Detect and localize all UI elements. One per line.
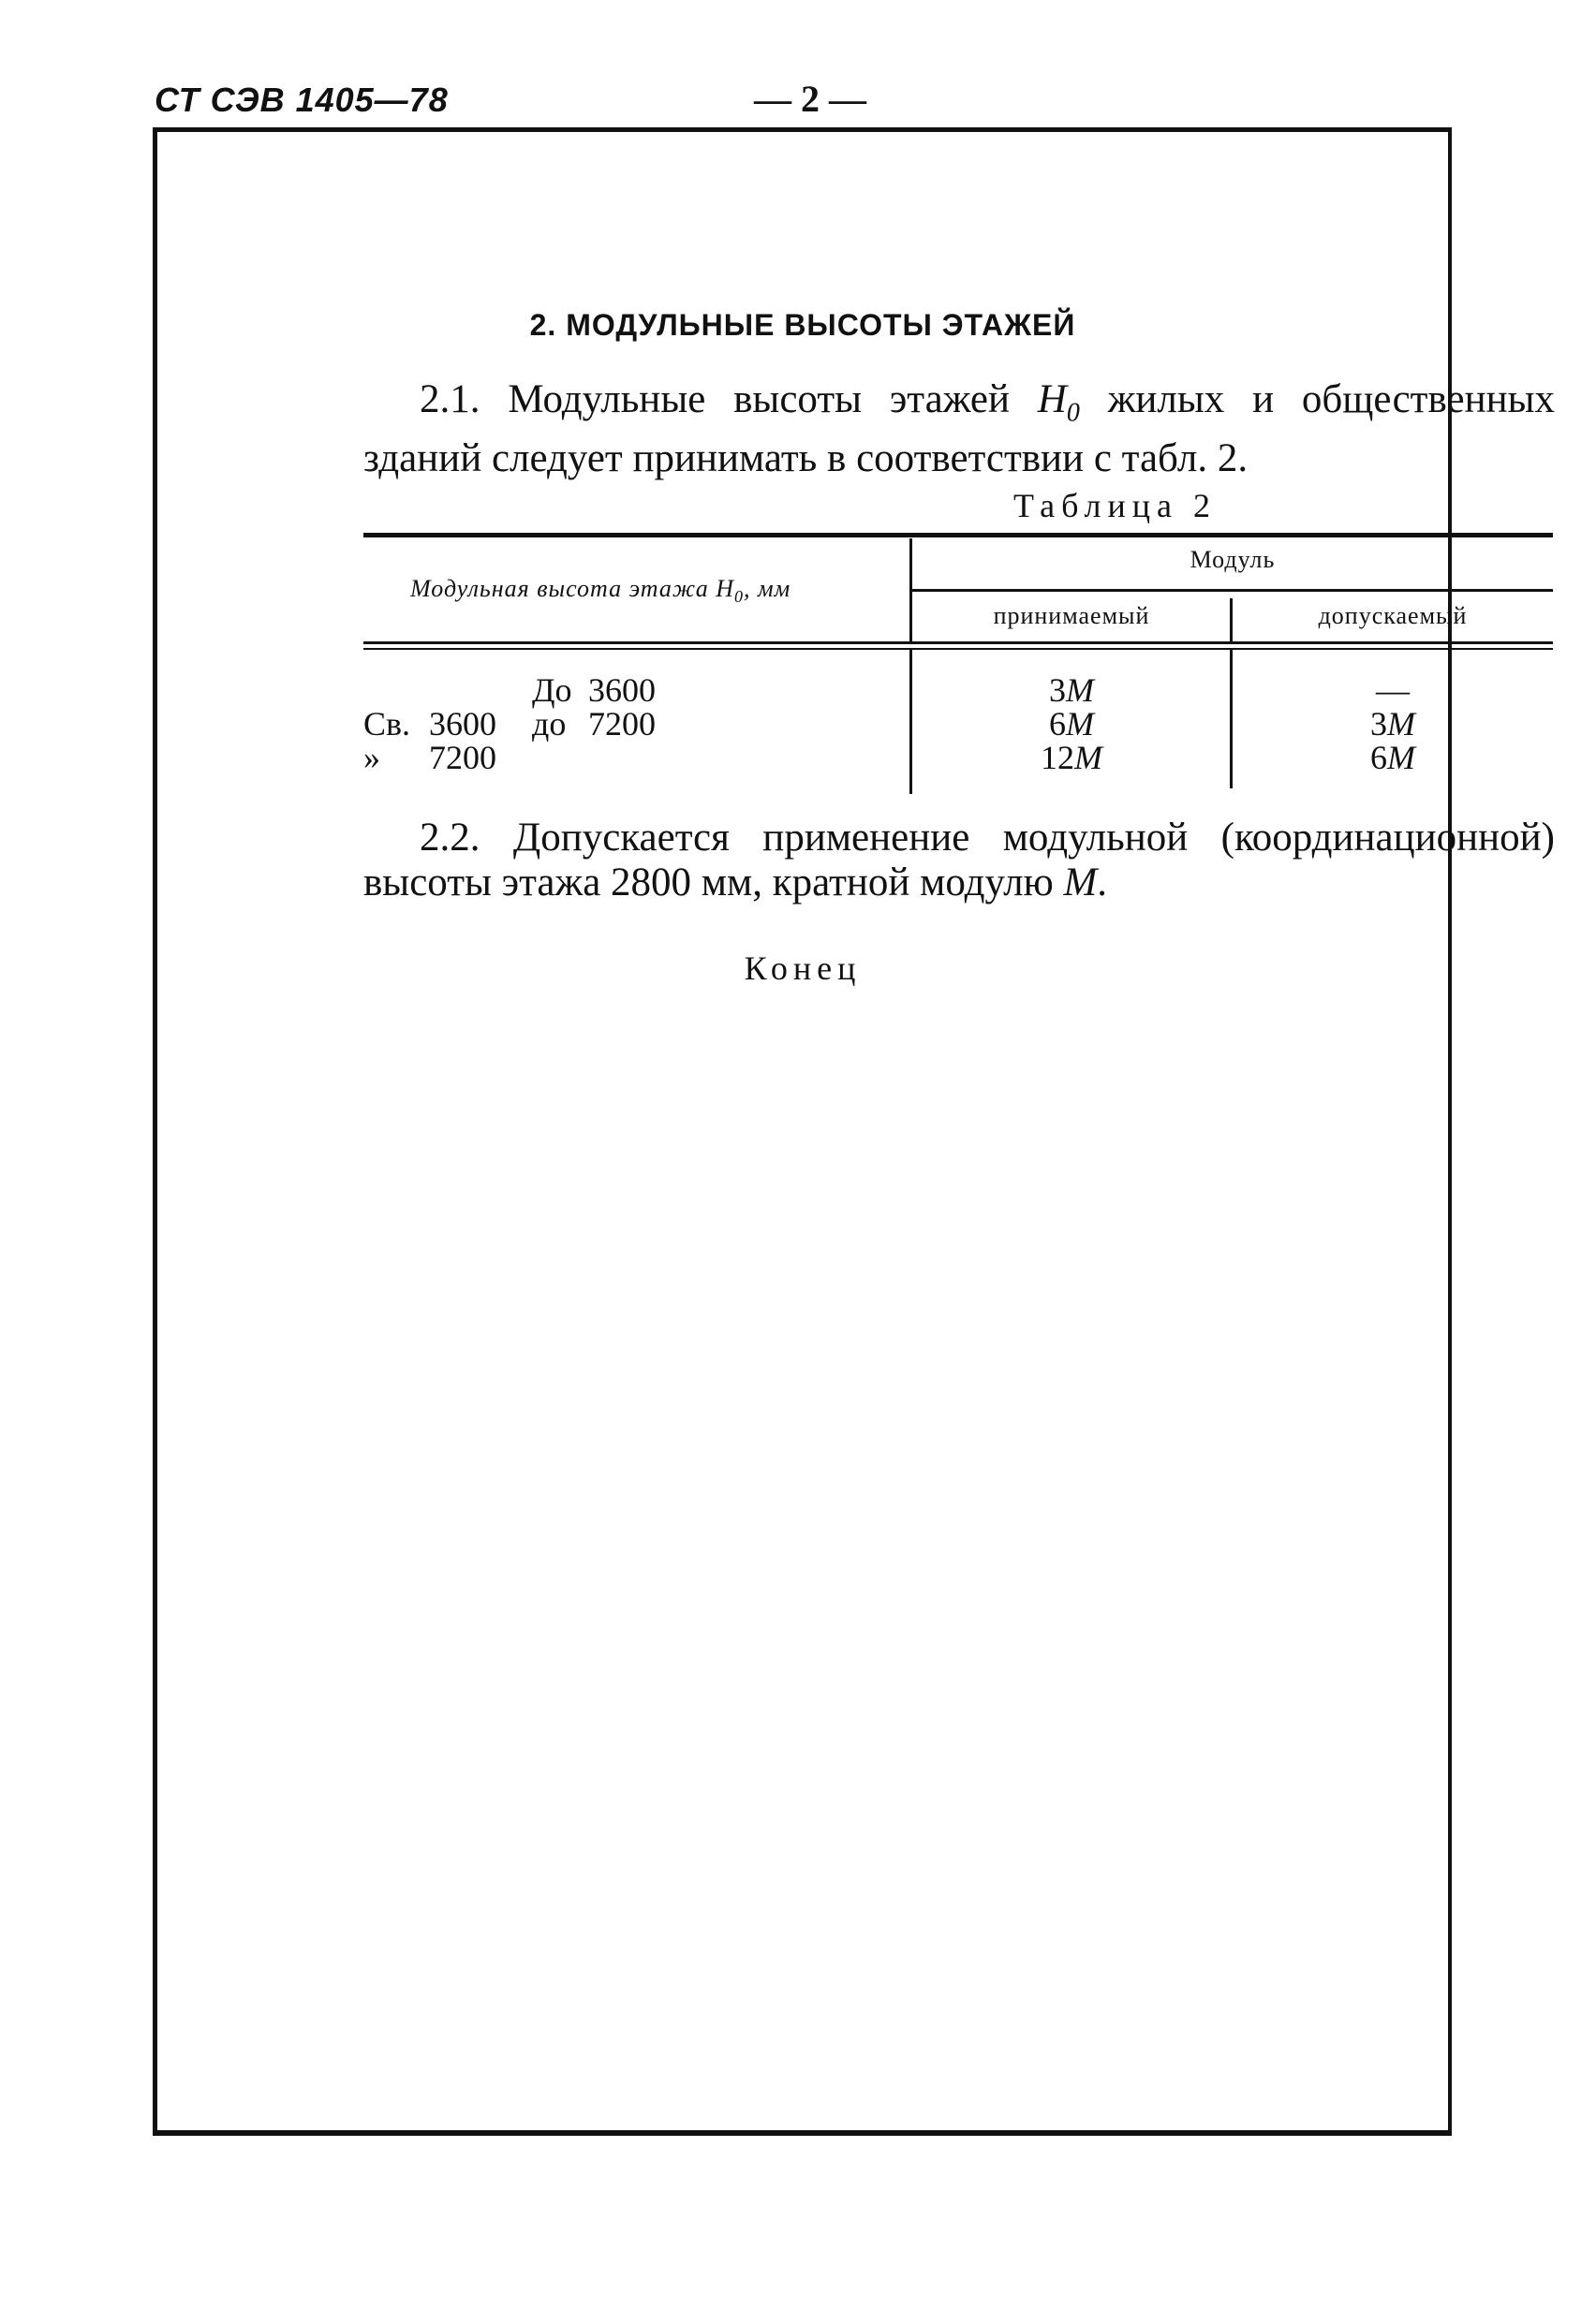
end-marker: Конец	[744, 949, 862, 987]
height-subscript: 0	[1066, 398, 1080, 428]
section-title: 2. МОДУЛЬНЫЕ ВЫСОТЫ ЭТАЖЕЙ	[529, 308, 1076, 342]
table-row: » 7200	[363, 739, 496, 776]
accepted-module-cell: 3M	[1049, 671, 1094, 709]
modular-height-table	[363, 533, 1553, 797]
paragraph-2-2-text: 2.2. Допускается применение модульной (координационной) высоты этажа 2800 мм, кратной модулю	[363, 816, 1555, 905]
document-number: СТ СЭВ 1405—78	[155, 81, 449, 119]
header-accepted: принимаемый	[993, 602, 1150, 629]
table-row: Св. 3600 до 7200	[363, 705, 656, 743]
header-permitted: допускаемый	[1318, 602, 1468, 629]
permitted-module-cell: —	[1376, 671, 1410, 709]
page-header	[155, 78, 1456, 127]
accepted-module-cell: 6M	[1049, 705, 1094, 743]
page-number: — 2 —	[754, 78, 866, 120]
header-floor-height: Модульная высота этажа $H_0$, мм	[410, 575, 791, 607]
table-row: До 3600	[532, 671, 656, 709]
permitted-module-cell: 3M	[1370, 705, 1415, 743]
paragraph-2-1-lead: 2.1. Модульные высоты этажей	[420, 377, 1038, 421]
table-top-rule	[363, 533, 1553, 537]
table-header-rule-2	[363, 648, 1553, 650]
paragraph-2-1-rest: жилых и общественных зданий следует принимать в соответствии с табл. 2.	[363, 377, 1556, 480]
accepted-module-cell: 12M	[1041, 739, 1102, 776]
header-module: Модуль	[1190, 546, 1276, 573]
module-subheader-rule	[912, 589, 1553, 592]
paragraph-2-1	[363, 377, 1555, 481]
height-symbol: H	[1037, 377, 1067, 421]
table-caption: Таблица 2	[1013, 487, 1217, 524]
table-header-rule	[363, 641, 1553, 644]
permitted-module-cell: 6M	[1370, 739, 1415, 776]
page-frame	[153, 127, 1556, 2136]
module-symbol: M	[1063, 860, 1098, 905]
paragraph-2-2: 2.2. Допускается применение модульной (координационной) высоты этажа 2800 мм, кратной модулю M.	[363, 816, 1555, 905]
